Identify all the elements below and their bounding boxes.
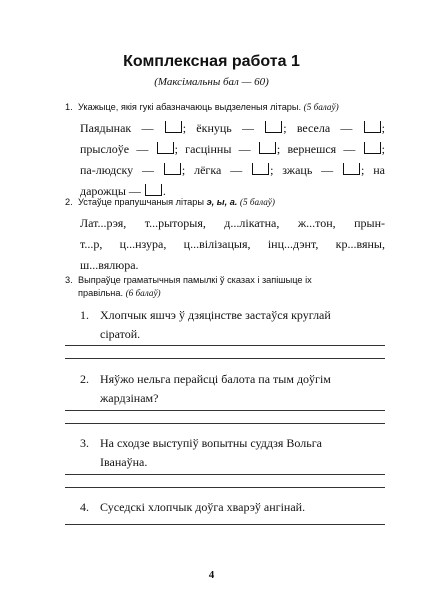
- answer-box[interactable]: [343, 163, 360, 175]
- answer-line[interactable]: [65, 474, 385, 475]
- sentence-2: 2. Няўжо нельга перайсці балота па тым доўгім жардзінам?: [80, 372, 331, 405]
- answer-box[interactable]: [157, 142, 174, 154]
- answer-line[interactable]: [65, 358, 385, 359]
- max-score-subtitle: (Максімальны бал — 60): [154, 76, 269, 88]
- task2-line: т...р, ц...нзура, ц...вілізацыя, інц...дэнт, кр...вяны,: [80, 237, 385, 251]
- answer-line[interactable]: [65, 487, 385, 488]
- answer-box[interactable]: [252, 163, 269, 175]
- answer-box[interactable]: [165, 121, 182, 133]
- task2-instruction: 2. Устаўце прапушчаныя літары э, ы, а. (5 балаў): [65, 197, 275, 207]
- sentence-4: 4. Суседскі хлопчык доўга хварэў ангінай.: [80, 500, 306, 514]
- task1-line: прыслоўе — ; гасцінны — ; вернешся — ;: [80, 142, 386, 156]
- task1-line: Паядынак — ; ёкнуць — ; весела — ;: [80, 121, 385, 135]
- answer-line[interactable]: [65, 410, 385, 411]
- task1-text: [80, 118, 385, 202]
- page-number: 4: [208, 569, 215, 581]
- answer-box[interactable]: [145, 184, 162, 196]
- page-title: Комплексная работа 1: [123, 53, 300, 70]
- answer-box[interactable]: [364, 142, 381, 154]
- answer-box[interactable]: [259, 142, 276, 154]
- task2-text: [80, 213, 385, 276]
- answer-line[interactable]: [65, 345, 385, 346]
- task2-line: Лат...рэя, т...рыторыя, д...лікатна, ж...тон, прын-: [80, 216, 385, 230]
- task1-instruction: 1. Укажыце, якія гукі абазначаюць выдзеленыя літары. (5 балаў): [65, 102, 339, 112]
- task1-line: дарожцы — .: [80, 184, 166, 198]
- answer-box[interactable]: [265, 121, 282, 133]
- answer-box[interactable]: [164, 163, 181, 175]
- sentence-3: 3. На сходзе выступіў вопытны суддзя Вольга Іванаўна.: [80, 436, 322, 469]
- task2-line: ш...вялюра.: [80, 258, 139, 272]
- answer-box[interactable]: [364, 121, 381, 133]
- answer-line[interactable]: [65, 423, 385, 424]
- answer-line[interactable]: [65, 524, 385, 525]
- task1-line: па-людску — ; лёгка — ; зжаць — ; на: [80, 163, 385, 177]
- sentence-1: 1. Хлопчык яшчэ ў дзяцінстве застаўся круглай сіратой.: [80, 308, 331, 341]
- task3-instruction: 3. Выпраўце граматычныя памылкі ў сказах і запішыце іх правільна. (6 балаў): [65, 275, 312, 298]
